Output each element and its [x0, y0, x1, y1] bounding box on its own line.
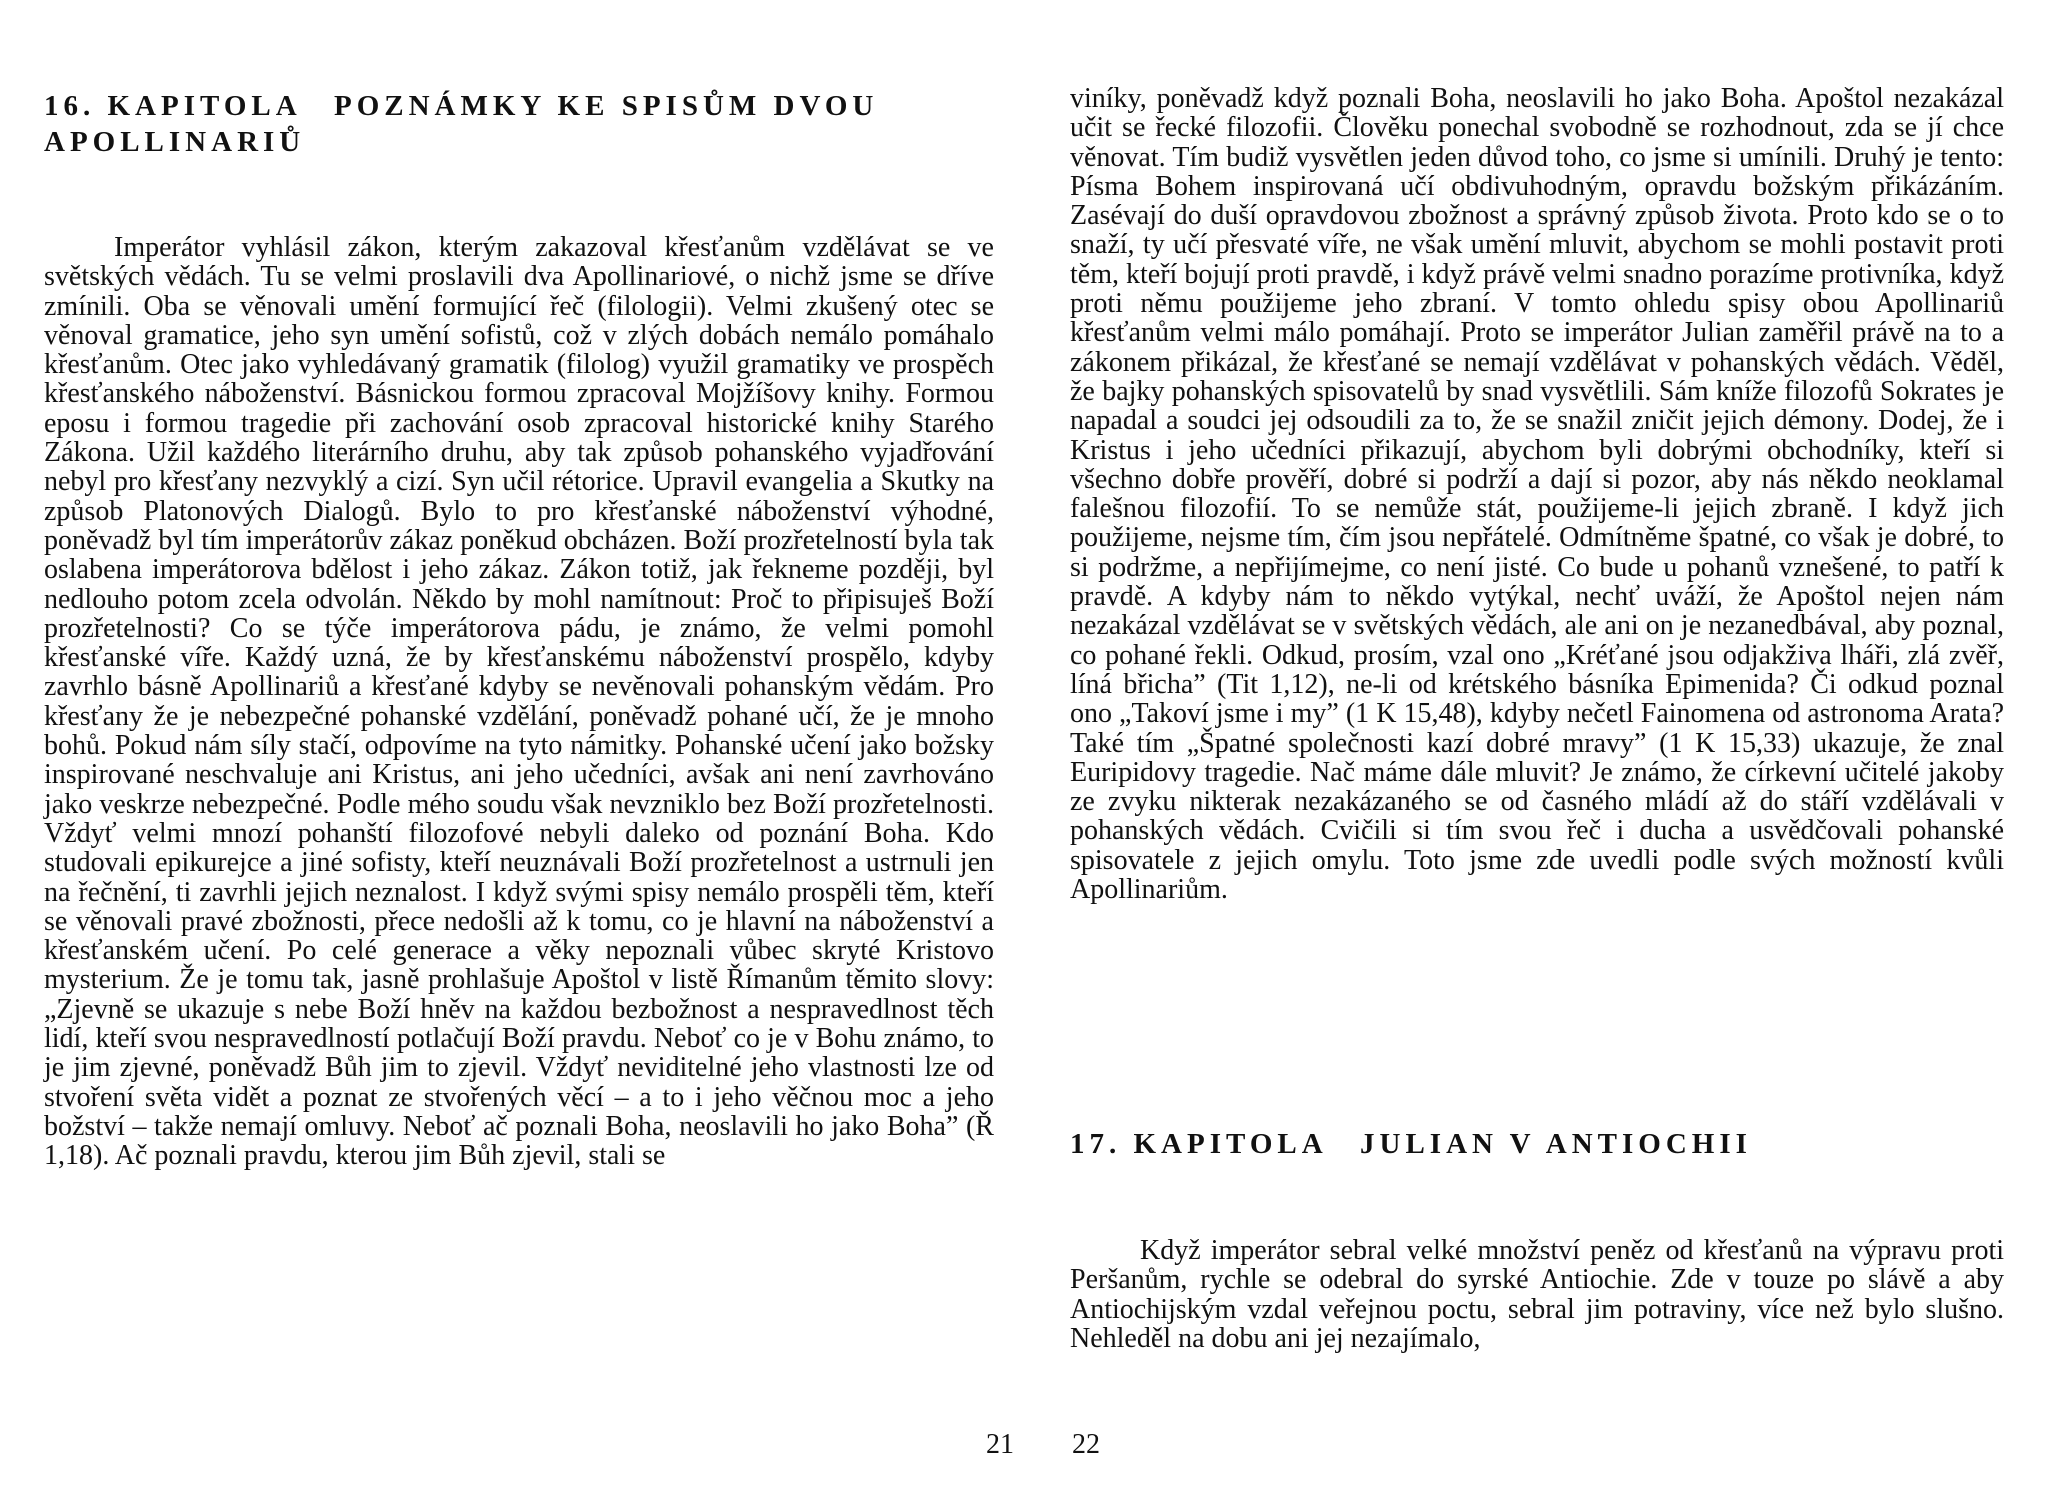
- chapter-17-title: JULIAN V ANTIOCHII: [1360, 1128, 1752, 1160]
- chapter-16-heading: [44, 88, 944, 160]
- chapter-16-number: 16. KAPITOLA: [44, 90, 302, 122]
- chapter-17-body: Když imperátor sebral velké množství peněz od křesťanů na výpravu proti Peršanům, rychle se odebral do syrské Antiochie. Zde v touze po slávě a aby Antiochijským vzdal veřejnou poctu, sebral jim potraviny, více než bylo slušno. Nehleděl na dobu ani jej nezajímalo,: [1070, 1235, 2004, 1354]
- page-number-right: 22: [1072, 1429, 1100, 1460]
- chapter-17-number: 17. KAPITOLA: [1070, 1128, 1328, 1160]
- left-page: [44, 0, 1014, 1500]
- chapter-16-body-continued: viníky, poněvadž když poznali Boha, neoslavili ho jako Boha. Apoštol nezakázal učit se řecké filozofii. Člověku ponechal svobodně se rozhodnout, zda se jí chce věnovat. Tím budiž vysvětlen jeden důvod toho, co jsme si umínili. Druhý je tento: Písma Bohem inspirovaná učí obdivuhodným, opravdu božským přikázáním. Zasévají do duší opravdovou zbožnost a správný způsob života. Proto kdo se o to snaží, ty učí přesvaté víře, ne však umění mluvit, abychom se mohli postavit proti těm, kteří bojují proti pravdě, i když právě velmi snadno porazíme protivníka, když proti němu použijeme jeho zbraní. V tomto ohledu spisy obou Apollinariů křesťanům velmi málo pomáhají. Proto se imperátor Julian zaměřil právě na to a zákonem přikázal, že křesťané se nemají vzdělávat v pohanských vědách. Věděl, že bajky pohanských spisovatelů by snad vysvětlili. Sám kníže filozofů Sokrates je napadal a soudci jej odsoudili za to, že se snažil zničit jejich démony. Dodej, že i Kristus i jeho učedníci přikazují, abychom byli dobrými obchodníky, kteří si všechno dobře prověří, dobré si podrží a dají si pozor, aby nás někdo neoklamal falešnou filozofií. To se nemůže stát, použijeme-li jejich zbraně. I když jich použijeme, nejsme tím, čím jsou nepřátelé. Odmítněme špatné, co však je dobré, to si podržme, a nepřijímejme, co není jisté. Co bude u pohanů vznešené, to patří k pravdě. A kdyby nám to někdo vytýkal, nechť uváží, že Apoštol nejen nám nezakázal vzdělávat se v světských vědách, ale ani on je nezanedbával, aby poznal, co pohané řekli. Odkud, prosím, vzal ono „Kréťané jsou odjakživa lháři, zlá zvěř, líná břicha” (Tit 1,12), ne-li od krétského básníka Epimenida? Či odkud poznal ono „Takoví jsme i my” (1 K 15,48), kdyby nečetl Fainomena od astronoma Arata? Také tím „Špatné společnosti kazí dobré mravy” (1 K 15,33) ukazuje, že znal Euripidovy tragedie. Nač máme dále mluvit? Je známo, že církevní učitelé jakoby ze zvyku nikterak nezakázaného se od časného mládí až do stáří vzdělávali v pohanských vědách. Cvičili si tím svou řeč i ducha a usvědčovali pohanské spisovatele z jejich omylu. Toto jsme zde uvedli podle svých možností kvůli Apollinariům.: [1070, 83, 2004, 906]
- right-page: [1070, 0, 2004, 1500]
- chapter-16-title: POZNÁMKY KE SPISŮM DVOU APOLLINARIŮ: [44, 90, 879, 158]
- chapter-16-body: Imperátor vyhlásil zákon, kterým zakazoval křesťanům vzdělávat se ve světských vědách. Tu se velmi proslavili dva Apollinariové, o nichž jsme se dříve zmínili. Oba se věnovali umění formující řeč (filologii). Velmi zkušený otec se věnoval gramatice, jeho syn umění sofistů, což v zlých dobách nemálo pomáhalo křesťanům. Otec jako vyhledávaný gramatik (filolog) využil gramatiky ve prospěch křesťanského náboženství. Básnickou formou zpracoval Mojžíšovy knihy. Formou eposu i formou tragedie při zachování osob zpracoval historické knihy Starého Zákona. Užil každého literárního druhu, aby tak způsob pohanského vyjadřování nebyl pro křesťany nezvyklý a cizí. Syn učil rétorice. Upravil evangelia a Skutky na způsob Platonových Dialogů. Bylo to pro křesťanské náboženství výhodné, poněvadž byl tím imperátorův zákaz poněkud obcházen. Boží prozřetelností byla tak oslabena imperátorova bdělost i jeho zákaz. Zákon totiž, jak řekneme později, byl nedlouho potom zcela odvolán. Někdo by mohl namítnout: Proč to připisuješ Boží prozřetelnosti? Co se týče imperátorova pádu, je známo, že velmi pomohl křesťanské víře. Každý uzná, že by křesťanskému náboženství prospělo, kdyby zavrhlo básně Apollinariů a křesťané kdyby se nevěnovali pohanským vědám. Pro křesťany že je nebezpečné pohanské vzdělání, poněvadž pohané učí, že je mnoho bohů. Pokud nám síly stačí, odpovíme na tyto námitky. Pohanské učení jako božsky inspirované neschvaluje ani Kristus, ani jeho učedníci, avšak ani není zavrhováno jako veskrze nebezpečné. Podle mého soudu však nevzniklo bez Boží prozřetelnosti. Vždyť velmi mnozí pohanští filozofové nebyli daleko od poznání Boha. Kdo studovali epikurejce a jiné sofisty, kteří neuznávali Boží prozřetelnost a ustrnuli jen na řečnění, ti zavrhli jejich neznalost. I když svými spisy nemálo prospěli těm, kteří se věnovali pravé zbožnosti, přece nedošli až k tomu, co je hlavní na náboženství a křesťanském učení. Po celé generace a věky nepoznali vůbec skryté Kristovo mysterium. Že je tomu tak, jasně prohlašuje Apoštol v listě Římanům těmito slovy: „Zjevně se ukazuje s nebe Boží hněv na každou bezbožnost a nespravedlnost těch lidí, kteří svou nespravedlností potlačují Boží pravdu. Neboť co je v Bohu známo, to je jim zjevné, poněvadž Bůh jim to zjevil. Vždyť neviditelné jeho vlastnosti lze od stvoření světa vidět a poznat ze stvořených věcí – a to i jeho věčnou moc a jeho božství – takže nemají omluvy. Neboť ač poznali Boha, neoslavili ho jako Boha” (Ř 1,18). Ač poznali pravdu, kterou jim Bůh zjevil, stali se: [44, 232, 994, 1172]
- page-number-left: 21: [986, 1429, 1014, 1460]
- chapter-17-heading: [1070, 1126, 2004, 1162]
